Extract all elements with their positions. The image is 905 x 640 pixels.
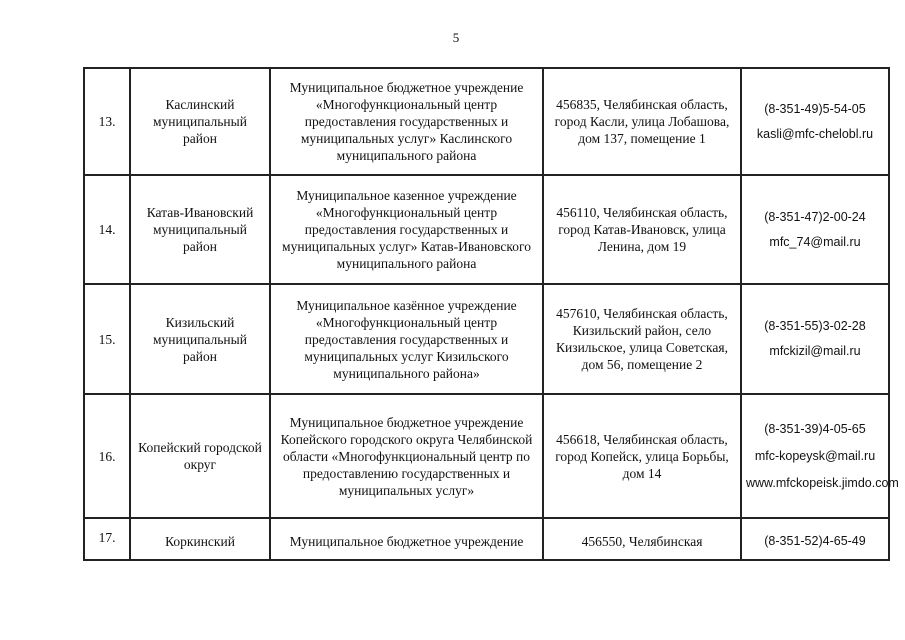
email-link[interactable]: kasli@mfc-chelobl.ru xyxy=(756,126,874,141)
district-name: Копейский городской округ xyxy=(130,394,270,518)
row-number: 15. xyxy=(84,284,130,394)
district-name: Кизильский муниципальный район xyxy=(130,284,270,394)
contacts-cell xyxy=(741,284,889,394)
contacts-cell xyxy=(741,518,889,560)
phone-number: (8-351-39)4-05-65 xyxy=(764,421,866,436)
row-number: 14. xyxy=(84,175,130,284)
row-number: 17. xyxy=(84,518,130,560)
address: 456110, Челябинская область, город Катав-Ивановск, улица Ленина, дом 19 xyxy=(543,175,741,284)
row-number: 13. xyxy=(84,68,130,175)
organization-name: Муниципальное бюджетное учреждение Копейского городского округа Челябинской области «Многофункциональный центр по предоставлению государственных и муниципальных услуг» xyxy=(270,394,543,518)
organization-name: Муниципальное казённое учреждение «Многофункциональный центр предоставления государственных и муниципальных услуг Кизильского муниципального района» xyxy=(270,284,543,394)
address: 456550, Челябинская xyxy=(543,518,741,560)
contacts-cell xyxy=(741,175,889,284)
address: 456835, Челябинская область, город Касли, улица Лобашова, дом 137, помещение 1 xyxy=(543,68,741,175)
email-link[interactable]: mfc-kopeysk@mail.ru xyxy=(754,448,876,463)
contacts-cell xyxy=(741,68,889,175)
phone-number: (8-351-47)2-00-24 xyxy=(764,209,866,224)
address: 456618, Челябинская область, город Копейск, улица Борьбы, дом 14 xyxy=(543,394,741,518)
table-row xyxy=(84,175,889,284)
district-name: Коркинский xyxy=(130,518,270,560)
district-name: Каслинский муниципальный район xyxy=(130,68,270,175)
email-link[interactable]: mfc_74@mail.ru xyxy=(769,234,861,249)
phone-number: (8-351-52)4-65-49 xyxy=(764,534,866,548)
mfc-table xyxy=(83,67,899,561)
table-row xyxy=(84,68,889,175)
address: 457610, Челябинская область, Кизильский район, село Кизильское, улица Советская, дом 56, помещение 2 xyxy=(543,284,741,394)
organization-name: Муниципальное бюджетное учреждение «Многофункциональный центр предоставления государственных и муниципальных услуг» Каслинского муниципального района xyxy=(270,68,543,175)
row-number: 16. xyxy=(84,394,130,518)
table-row xyxy=(84,394,889,518)
email-link[interactable]: mfckizil@mail.ru xyxy=(769,344,861,358)
phone-number: (8-351-49)5-54-05 xyxy=(764,101,866,116)
district-name: Катав-Ивановский муниципальный район xyxy=(130,175,270,284)
table-row xyxy=(84,518,889,560)
page-number: 5 xyxy=(452,30,460,45)
organization-name: Муниципальное бюджетное учреждение xyxy=(270,518,543,560)
contacts-cell xyxy=(741,394,899,518)
table-row xyxy=(84,284,889,394)
organization-name: Муниципальное казенное учреждение «Многофункциональный центр предоставления государственных и муниципальных услуг» Катав-Ивановского муниципального района xyxy=(270,175,543,284)
website-link[interactable]: www.mfckopeisk.jimdo.com xyxy=(746,475,899,490)
phone-number: (8-351-55)3-02-28 xyxy=(764,319,866,333)
